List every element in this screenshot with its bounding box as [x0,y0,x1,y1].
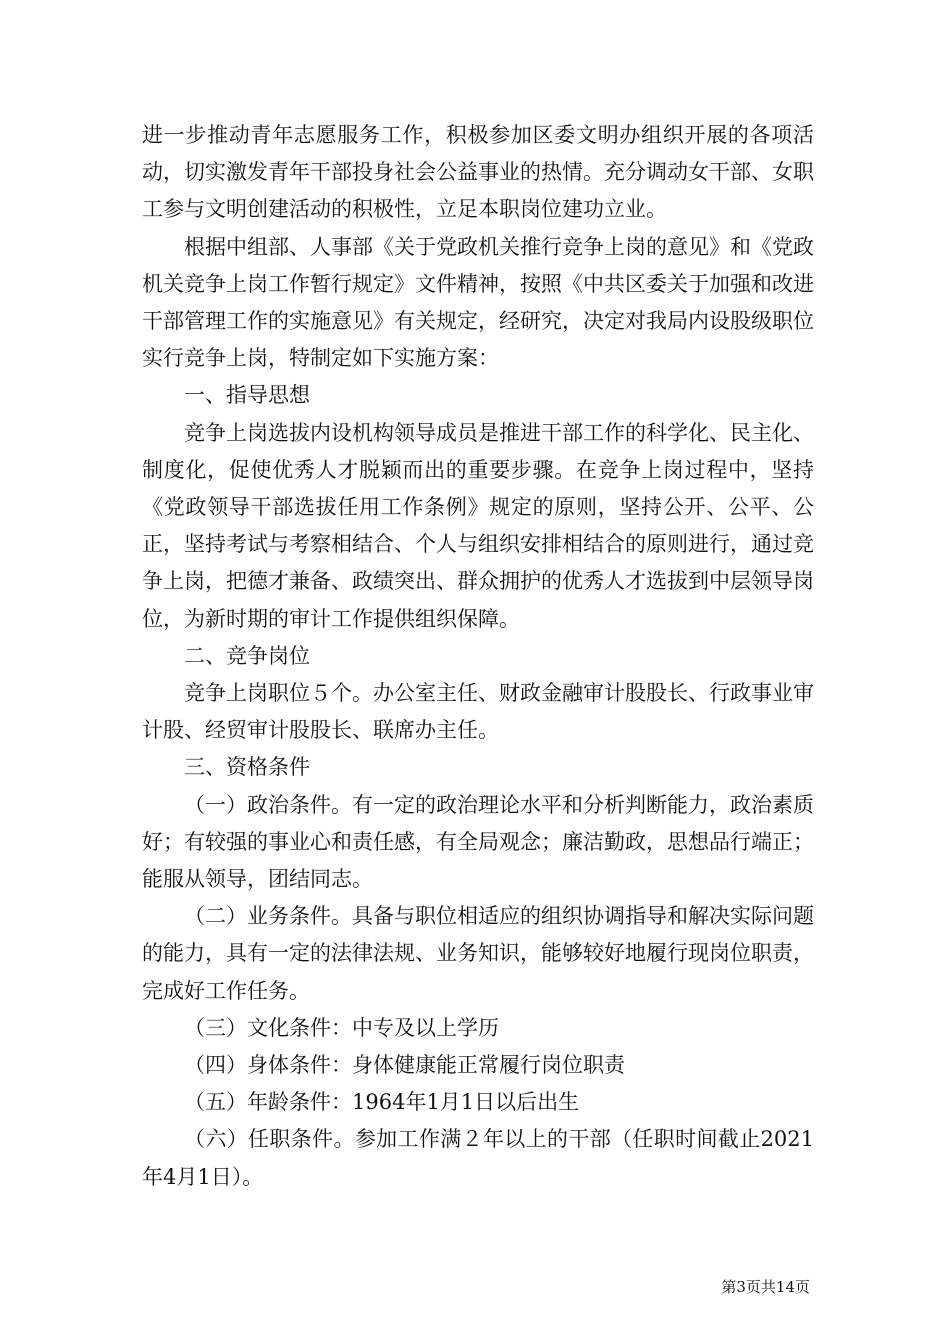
paragraph-education-conditions: （三）文化条件：中专及以上学历 [184,1015,499,1040]
page-number: 第3页共14页 [721,1278,810,1296]
paragraph-intro: 进一步推动青年志愿服务工作，积极参加区委文明办组织开展的各项活动，切实激发青年干部投身社会公益事业的热情。充分调动女干部、女职工参与文明创建活动的积极性，立足本职岗位建功立业。 [142,123,814,222]
paragraph-guiding-ideology: 竞争上岗选拔内设机构领导成员是推进干部工作的科学化、民主化、制度化，促使优秀人才脱颖而出的重要步骤。在竞争上岗过程中，坚持《党政领导干部选拔任用工作条例》规定的原则，坚持公开、公平、公正，坚持考试与考察相结合、个人与组织安排相结合的原则进行，通过竞争上岗，把德才兼备、政绩突出、群众拥护的优秀人才选拔到中层领导岗位，为新时期的审计工作提供组织保障。 [142,420,814,631]
heading-qualifications: 三、资格条件 [184,755,310,780]
paragraph-age-conditions: （五）年龄条件：1964年1月1日以后出生 [184,1090,580,1115]
paragraph-basis: 根据中组部、人事部《关于党政机关推行竞争上岗的意见》和《党政机关竞争上岗工作暂行规定》文件精神，按照《中共区委关于加强和改进干部管理工作的实施意见》有关规定，经研究，决定对我局内设股级职位实行竞争上岗，特制定如下实施方案： [142,234,814,371]
heading-positions: 二、竞争岗位 [184,643,310,668]
paragraph-health-conditions: （四）身体条件：身体健康能正常履行岗位职责 [184,1053,625,1078]
paragraph-business-conditions: （二）业务条件。具备与职位相适应的组织协调指导和解决实际问题的能力，具有一定的法律法规、业务知识，能够较好地履行现岗位职责，完成好工作任务。 [142,904,814,1003]
heading-guiding-ideology: 一、指导思想 [184,383,310,408]
document-body [142,117,814,1196]
paragraph-positions: 竞争上岗职位５个。办公室主任、财政金融审计股股长、行政事业审计股、经贸审计股股长、联席办主任。 [142,681,814,743]
paragraph-tenure-conditions: （六）任职条件。参加工作满２年以上的干部（任职时间截止2021年4月1日）。 [142,1127,814,1189]
paragraph-political-conditions: （一）政治条件。有一定的政治理论水平和分析判断能力，政治素质好；有较强的事业心和责任感，有全局观念；廉洁勤政，思想品行端正；能服从领导，团结同志。 [142,792,814,892]
